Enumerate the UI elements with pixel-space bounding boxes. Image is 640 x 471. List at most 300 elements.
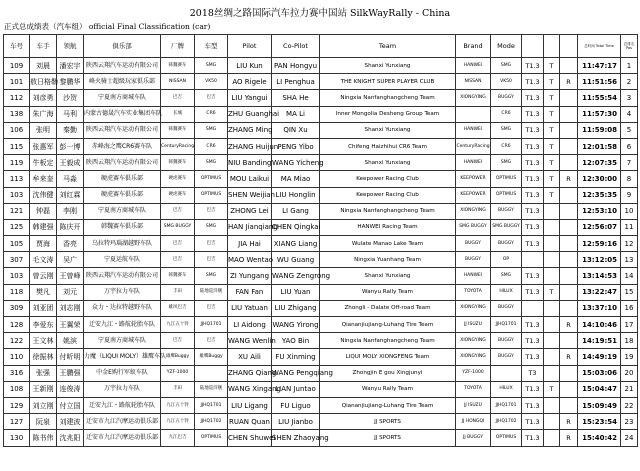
cell-brand: KEEPOWER [456,187,491,203]
cell-s2 [544,203,560,219]
cell-s1 [522,252,544,268]
cell-s1: T1.3 [522,122,544,138]
cell-s2 [544,414,560,430]
cell-driver: 沈伟健 [30,187,57,203]
cell-rank: 19 [621,349,638,365]
cell-club: 宁夏南方商城车队 [84,333,161,349]
cell-s1: T3 [522,365,544,381]
cell-codriver: 香亮 [57,236,84,252]
cell-rank: 17 [621,317,638,333]
cell-s3: R [560,74,578,90]
cell-s1: T1.3 [522,284,544,300]
cell-club: 韩魏赛车俱乐部 [84,219,161,235]
cell-brand: JJ HONGQI [456,414,491,430]
cell-num: 109 [4,58,30,74]
cell-pilot: LIU Yangui [228,90,272,106]
header-make: 厂牌 [161,35,195,58]
table-row [4,252,638,268]
cell-make: 雄风巴吉 [161,300,195,316]
cell-s1: T1.3 [522,155,544,171]
cell-model: 陆地巡洋舰 [195,284,228,300]
cell-make: 雄鹰Buggy [161,349,195,365]
cell-rank: 23 [621,414,638,430]
cell-rank: 3 [621,90,638,106]
cell-club: 迁安九江・路航轮胎车队 [84,397,161,413]
cell-mode: BUGGY [491,203,522,219]
header-club: 俱乐部 [84,35,161,58]
cell-team: Ningxia Yuanhang Team [320,252,456,268]
table-row [4,122,638,138]
cell-driver: 樊凡 [30,284,57,300]
cell-team: Qiananjiujiang-Luhang Tire Team [320,397,456,413]
cell-team: Inner Mongolia Desheng Group Team [320,106,456,122]
cell-make: 丰田 [161,284,195,300]
header-rank: 总排名 Pos [621,35,638,58]
cell-copilot: QIN Xu [272,122,320,138]
cell-copilot: LIU Zhigang [272,300,320,316]
cell-driver: 刘彦勇 [30,90,57,106]
cell-model: CR6 [195,138,228,154]
header-driver: 车手 [30,35,57,58]
cell-club: 中金E购行军蚁车队 [84,365,161,381]
cell-model: SMG [195,155,228,171]
cell-s3: R [560,430,578,446]
cell-s2 [544,430,560,446]
cell-team: THE KNIGHT SUPER PLAYER CLUB [320,74,456,90]
header-total-time: 总时间 Total Time [578,35,621,58]
cell-time: 11:51:56 [578,74,621,90]
cell-driver: 徐振林 [30,349,57,365]
cell-s2 [544,252,560,268]
cell-team: Shanxi Yunxiang [320,58,456,74]
cell-mode: OP [491,252,522,268]
cell-s1 [522,300,544,316]
cell-copilot: WANG Zengrong [272,268,320,284]
cell-codriver: 马淼 [57,171,84,187]
table-row [4,138,638,154]
cell-club: 万宇拉力车队 [84,381,161,397]
cell-s1: T1.3 [522,74,544,90]
cell-copilot: LIAN Juntao [272,381,320,397]
cell-copilot: PAN Hongyu [272,58,320,74]
cell-s1: T1.3 [522,187,544,203]
cell-make: 九江五十铃 [161,414,195,430]
cell-num: 112 [4,90,30,106]
cell-copilot: LIU Yuan [272,284,320,300]
cell-codriver: 陈庆开 [57,219,84,235]
cell-copilot: LIU Honglin [272,187,320,203]
cell-club: 峰火骑士超级玩家俱乐部 [84,74,161,90]
cell-model: 巴吉 [195,203,228,219]
cell-mode: CR6 [491,106,522,122]
cell-copilot: LI Gang [272,203,320,219]
cell-copilot: FU Xinming [272,349,320,365]
cell-make: 丰田 [161,381,195,397]
cell-s2: T [544,90,560,106]
cell-s1: T1.3 [522,349,544,365]
cell-num: 129 [4,397,30,413]
header-pilot: Pilot [228,35,272,58]
cell-pilot: RUAN Quan [228,414,272,430]
cell-copilot: WANG Yicheng [272,155,320,171]
cell-model: 巴吉 [195,252,228,268]
cell-num: 125 [4,219,30,235]
cell-brand: SMG BUGGY [456,219,491,235]
cell-team: Wanyu Rally Team [320,381,456,397]
cell-mode: BUGGY [491,90,522,106]
cell-s2 [544,365,560,381]
cell-rank: 6 [621,138,638,154]
cell-mode: SMG [491,268,522,284]
cell-time: 15:03:06 [578,365,621,381]
cell-make: NISSAN [161,74,195,90]
cell-model: 巴吉 [195,333,228,349]
cell-s3 [560,203,578,219]
cell-rank: 18 [621,333,638,349]
cell-copilot: MA Miao [272,171,320,187]
cell-mode: OPTIMUS [491,187,522,203]
cell-brand: JJ BUGGY [456,430,491,446]
cell-team: Ningxia Nanfanghangcheng Team [320,90,456,106]
cell-make: 巴吉 [161,203,195,219]
cell-s2 [544,268,560,284]
cell-s2: T [544,122,560,138]
cell-codriver: 王鹏强 [57,365,84,381]
cell-s2: T [544,187,560,203]
cell-num: 106 [4,122,30,138]
table-row [4,381,638,397]
table-row [4,155,638,171]
cell-team: Shanxi Yunxiang [320,268,456,284]
cell-s3 [560,236,578,252]
cell-team: Shanxi Yunxiang [320,155,456,171]
cell-rank: 22 [621,397,638,413]
cell-driver: 敖日格勒 [30,74,57,90]
cell-codriver: 吴广 [57,252,84,268]
cell-team: Qiananjiujiang-Luhang Tire Team [320,317,456,333]
cell-driver: 刘晨 [30,58,57,74]
cell-pilot: LIU Ligang [228,397,272,413]
cell-brand: HANWEI [456,122,491,138]
cell-brand: JJ ISUZU [456,397,491,413]
cell-time: 13:37:10 [578,300,621,316]
cell-club: 陕西云翔汽车运动有限公司 [84,155,161,171]
cell-driver: 张惠军 [30,138,57,154]
cell-rank: 21 [621,381,638,397]
cell-time: 14:19:51 [578,333,621,349]
cell-mode: SMG [491,122,522,138]
cell-num: 103 [4,268,30,284]
cell-num: 122 [4,333,30,349]
cell-mode: BUGGY [491,236,522,252]
cell-model: OPTIMUS [195,171,228,187]
cell-s3 [560,122,578,138]
cell-codriver: 沈兆阳 [57,430,84,446]
cell-mode: JJHQ1701 [491,397,522,413]
page-title: 2018丝绸之路国际汽车拉力赛中国站 SilkWayRally - China [189,8,451,19]
table-row [4,236,638,252]
cell-club: 乌拉特玛瑙湖越野车队 [84,236,161,252]
cell-team: Chifeng Haizhihui CR6 Team [320,138,456,154]
cell-team: JJ SPORTS [320,414,456,430]
cell-model: JJHQ1701 [195,397,228,413]
cell-time: 13:22:47 [578,284,621,300]
cell-model: SMG [195,122,228,138]
cell-s3 [560,187,578,203]
cell-s3 [560,219,578,235]
cell-s1: T1.3 [522,430,544,446]
cell-driver: 朱广海 [30,106,57,122]
cell-pilot: AO Rigele [228,74,272,90]
cell-brand: KEEPOWER [456,171,491,187]
cell-brand: XIONGYING [456,349,491,365]
cell-club: 赤峰海之鹰CR6赛车队 [84,138,161,154]
cell-s1: T1.3 [522,414,544,430]
cell-team: Zhongjin E gou Xingjunyi [320,365,456,381]
cell-club: 迁安市九江汽摩运动俱乐部 [84,414,161,430]
cell-num: 119 [4,155,30,171]
cell-s1: T1.3 [522,236,544,252]
cell-club: 宁夏南方商城车队 [84,203,161,219]
table-row [4,317,638,333]
cell-s3 [560,284,578,300]
cell-num: 128 [4,317,30,333]
cell-make: YZF-1000 [161,365,195,381]
cell-driver: 贾海 [30,236,57,252]
cell-copilot: PENG Yibo [272,138,320,154]
header-brand: Brand [456,35,491,58]
cell-driver: 张明 [30,122,57,138]
cell-mode: JJHQ1701 [491,317,522,333]
cell-rank: 24 [621,430,638,446]
cell-s3 [560,58,578,74]
cell-driver: 张强 [30,365,57,381]
table-row [4,106,638,122]
cell-team: Ningxia Nanfanghangcheng Team [320,203,456,219]
cell-num: 110 [4,349,30,365]
cell-driver: 阮泉 [30,414,57,430]
cell-make: 硬虎赛车 [161,171,195,187]
page-subtitle: 正式总成绩表（汽车组） official Final Classification (car) [4,22,211,31]
cell-make: 韩魏赛车 [161,268,195,284]
cell-mode: SMG BUGGY [491,219,522,235]
cell-brand: XIONGYING [456,90,491,106]
cell-s2: T [544,284,560,300]
cell-s3: R [560,414,578,430]
cell-num: 101 [4,74,30,90]
header-num: 车号 [4,35,30,58]
cell-make: 九江巴吉 [161,430,195,446]
cell-s3: R [560,317,578,333]
table-row [4,414,638,430]
cell-mode: CR6 [491,138,522,154]
cell-driver: 王新刚 [30,381,57,397]
cell-make: 韩魏赛车 [161,155,195,171]
cell-pilot: ZI Yungang [228,268,272,284]
table-row [4,171,638,187]
cell-team: Wulate Manao Lake Team [320,236,456,252]
cell-s1: T1.3 [522,317,544,333]
cell-club: 迁安九江・路航轮胎车队 [84,317,161,333]
cell-brand: HANWEI [456,268,491,284]
cell-brand: XIONGYING [456,300,491,316]
cell-s3 [560,300,578,316]
cell-time: 14:10:46 [578,317,621,333]
header-model: 车型 [195,35,228,58]
cell-rank: 15 [621,284,638,300]
cell-mode: SMG [491,155,522,171]
cell-team: JJ SPORTS [320,430,456,446]
cell-pilot: CHEN Shuwei [228,430,272,446]
cell-brand: HANWEI [456,58,491,74]
cell-club: 宁夏运航车队 [84,252,161,268]
cell-club: 迁安市九江汽摩运动俱乐部 [84,430,161,446]
table-header-row [4,35,638,58]
cell-time: 12:56:07 [578,219,621,235]
cell-s1: T1.3 [522,333,544,349]
cell-codriver: 王毅成 [57,155,84,171]
cell-codriver: 潘宏宇 [57,58,84,74]
table-row [4,90,638,106]
cell-brand: XIONGYING [456,333,491,349]
cell-club: 众力・达拉特越野车队 [84,300,161,316]
cell-model: OPTIMUS [195,430,228,446]
cell-s3 [560,268,578,284]
cell-rank: 5 [621,122,638,138]
cell-codriver: 刘红霖 [57,187,84,203]
cell-make: 巴吉 [161,90,195,106]
cell-model: CR6 [195,106,228,122]
cell-club: 力魔（LIQUI MOLY）雄鹰车队 [84,349,161,365]
cell-s2 [544,300,560,316]
cell-team: Wanyu Rally Team [320,284,456,300]
cell-make: 巴吉 [161,333,195,349]
cell-pilot: ZHANG Huijun [228,138,272,154]
cell-s3: R [560,171,578,187]
cell-num: 113 [4,171,30,187]
cell-make: 长城 [161,106,195,122]
table-row [4,284,638,300]
cell-pilot: LIU Kun [228,58,272,74]
cell-driver: 曾云刚 [30,268,57,284]
cell-pilot: SHEN Weijian [228,187,272,203]
cell-codriver: 刘志刚 [57,300,84,316]
table-row [4,74,638,90]
cell-pilot: ZHONG Lei [228,203,272,219]
cell-team: Ningxia Nanfanghangcheng Team [320,333,456,349]
cell-s3 [560,155,578,171]
cell-pilot: ZHU Guanghai [228,106,272,122]
cell-copilot: LI Penghua [272,74,320,90]
cell-driver: 钟磊 [30,203,57,219]
cell-rank: 13 [621,252,638,268]
cell-make: 九江五十铃 [161,397,195,413]
header-col-a [522,35,544,58]
cell-team: HANWEI Racing Team [320,219,456,235]
table-row [4,219,638,235]
cell-codriver: 连俊涛 [57,381,84,397]
cell-num: 316 [4,365,30,381]
table-row [4,203,638,219]
cell-codriver: 王翼荣 [57,317,84,333]
cell-club: 万宇拉力车队 [84,284,161,300]
cell-time: 14:49:19 [578,349,621,365]
cell-pilot: LIU Yatuan [228,300,272,316]
cell-make: 巴吉 [161,252,195,268]
cell-num: 307 [4,252,30,268]
cell-s2: T [544,155,560,171]
cell-time: 15:40:42 [578,430,621,446]
cell-num: 103 [4,187,30,203]
cell-brand: TOYOTA [456,381,491,397]
cell-driver: 毛文涛 [30,252,57,268]
cell-copilot: LIU Jianbo [272,414,320,430]
cell-s2: T [544,74,560,90]
cell-driver: 牛板定 [30,155,57,171]
cell-num: 138 [4,106,30,122]
cell-mode: JJHQ1702 [491,414,522,430]
header-codriver: 领航 [57,35,84,58]
cell-mode: OPTIMUS [491,430,522,446]
cell-team: Keepower Racing Club [320,187,456,203]
cell-codriver: 秦勤 [57,122,84,138]
cell-mode: SMG [491,58,522,74]
table-row [4,187,638,203]
header-col-b [544,35,560,58]
cell-s1: T1.3 [522,203,544,219]
cell-time: 12:59:16 [578,236,621,252]
cell-driver: 王文林 [30,333,57,349]
cell-copilot: WU Guang [272,252,320,268]
cell-time: 11:57:30 [578,106,621,122]
cell-driver: 刘立刚 [30,397,57,413]
cell-pilot: WANG Xingang [228,381,272,397]
table-row [4,397,638,413]
cell-mode: HILUX [491,381,522,397]
results-table [3,34,638,447]
table-body [4,58,638,447]
cell-s3 [560,397,578,413]
cell-num: 105 [4,236,30,252]
cell-rank: 2 [621,74,638,90]
cell-time: 15:23:54 [578,414,621,430]
cell-num: 108 [4,381,30,397]
cell-mode: VK50 [491,74,522,90]
cell-model: OPTIMUS [195,187,228,203]
cell-brand [456,106,491,122]
cell-pilot: JIA Hai [228,236,272,252]
cell-s1: T1.3 [522,381,544,397]
cell-make: 硬虎赛车 [161,187,195,203]
cell-rank: 1 [621,58,638,74]
table-row [4,58,638,74]
cell-s2: T [544,58,560,74]
cell-copilot: MA Li [272,106,320,122]
cell-brand: XIONGYING [456,203,491,219]
cell-s3 [560,333,578,349]
cell-model: SMG [195,219,228,235]
cell-brand: BUGGY [456,236,491,252]
cell-time: 13:12:05 [578,252,621,268]
cell-mode: HILUX [491,284,522,300]
cell-model: 巴吉 [195,300,228,316]
cell-mode: BUGGY [491,300,522,316]
cell-s3: R [560,349,578,365]
table-row [4,349,638,365]
cell-pilot: XU Aili [228,349,272,365]
cell-s2 [544,349,560,365]
header-copilot: Co-Pilot [272,35,320,58]
